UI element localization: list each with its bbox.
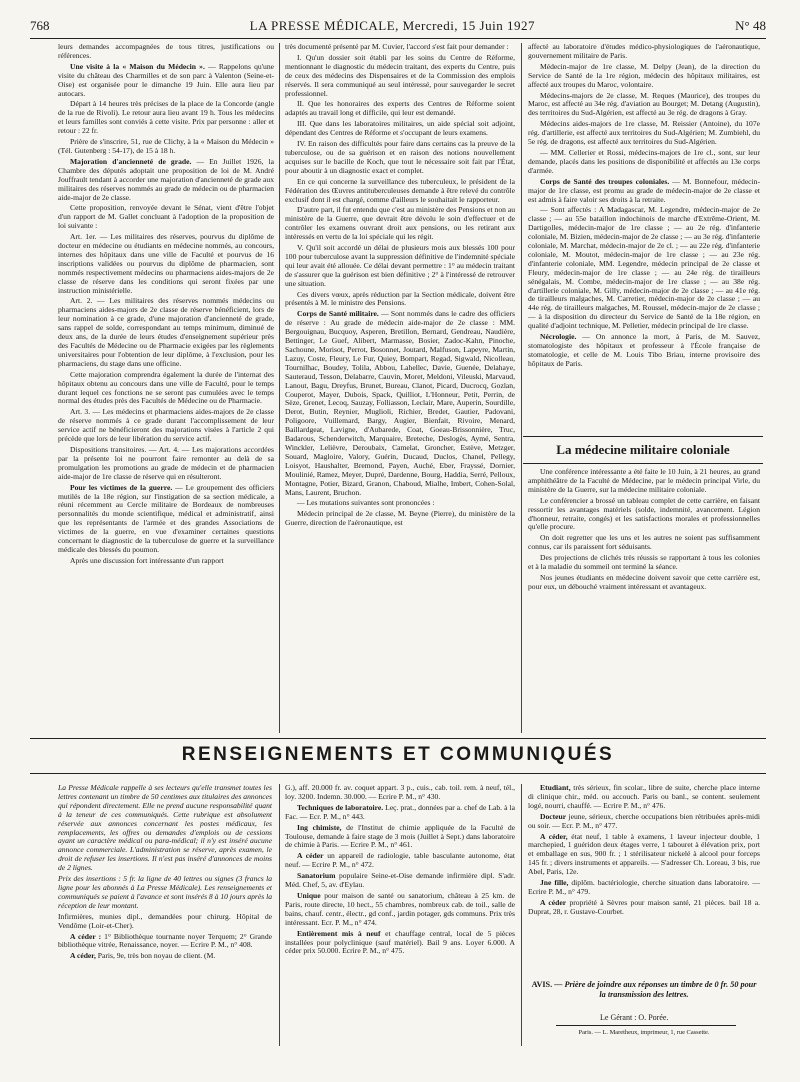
- paragraph: [528, 333, 760, 369]
- paragraph-text: Médecins-majors de 2e classe, M. Reques (Maurice), des troupes du Maroc, est affecté au 34e rég. d'aviation au Bourget; M. Detang (Augustin), des territoires du Sud-Algérien, est affecté au 3e rég. de dragons à Gray.: [528, 90, 760, 118]
- column-divider: [521, 784, 522, 1046]
- paragraph-heading: A céder :: [70, 931, 102, 941]
- imprint-rule: [556, 1025, 736, 1026]
- column-divider: [279, 784, 280, 1046]
- paragraph: [58, 952, 272, 961]
- paragraph: [285, 310, 515, 497]
- paragraph: [285, 824, 515, 851]
- column-2: [285, 43, 515, 733]
- paragraph-text: Infirmières, munies dipl., demandées pour chirurg. Hôpital de Vendôme (Loir-et-Cher).: [58, 911, 272, 930]
- paragraph: [528, 92, 760, 119]
- paragraph-heading: Docteur: [540, 811, 567, 821]
- paragraph: [528, 813, 760, 831]
- paragraph-text: Art. 2. — Les militaires des réserves nommés médecins ou pharmaciens aides-majors de 2e classe de réserve bénéficient, lors de leur nomination à ce grade, d'une majoration d'ancienneté de grade, sans rappel de solde, correspondant au temps minimum, diminué de deux ans, de la durée de leurs études d'enseignement supérieur près des Facultés de Médecine ou de Pharmacie exigées par les règlements universitaires pour l'obtention de leur diplôme, à l'exclusion, pour les pharmaciens, du stage dans une officine.: [58, 296, 274, 368]
- notice-text: Prix des insertions : 5 fr. la ligne de 40 lettres ou signes (3 francs la ligne pour les abonnés à La Presse Médicale). Les renseignements et communiqués se paient à l'avance et sont insérés 8 à 10 jours après la réception de leur montant.: [58, 874, 272, 910]
- paragraph-text: Dispositions transitoires. — Art. 4. — Les majorations accordées par la présente loi ne pourront faire remonter au delà de sa promulgation les promotions au grade de médecin et de pharmacien aide-major de 1re classe de réserve qui en résulteront.: [58, 444, 274, 481]
- paragraph-text: — M. Bonnefour, médecin-major de 1re classe, est promu au grade de médecin-major de 2e classe et est admis à faire valoir ses droits à la retraite.: [528, 176, 760, 204]
- avis-notice: [528, 980, 760, 999]
- classifieds-column-3: [528, 784, 760, 976]
- paragraph-heading: Etudiant,: [540, 784, 571, 792]
- section-rule-bottom: [30, 773, 766, 774]
- paragraph: [285, 852, 515, 870]
- issue-number: N° 48: [735, 18, 766, 33]
- paragraph-heading: Corps de Santé militaire.: [297, 309, 379, 319]
- paragraph-text: très sérieux, fin scolar., libre de suite, cherche place interne di clinique chir., méd. ou accouch. Paris ou banl., se content. seulement logé, nourri, chauffé. — Ecrire P. M., n° 476.: [528, 784, 760, 810]
- paragraph: [528, 497, 760, 533]
- paragraph: [285, 43, 515, 52]
- paragraph-text: — Le groupement des officiers mutilés de la 18e région, sur l'instigation de sa section médicale, a réuni récemment au Cercle militaire de Bordeaux de nombreuses personnalités du monde scientifique, médical et administratif, ainsi que les représentants de l'armée et des grandes Associations de victimes de la guerre, en vue d'examiner certaines questions concernant le diagnostic de la tuberculose de guerre et la surveillance médicale des blessés du poumon.: [58, 482, 274, 554]
- paragraph: [58, 784, 272, 873]
- page-number: 768: [30, 18, 50, 33]
- paragraph-heading: A céder,: [70, 951, 96, 961]
- page-title: LA PRESSE MÉDICALE, Mercredi, 15 Juin 1927: [249, 18, 535, 33]
- paragraph: [528, 120, 760, 147]
- paragraph-text: de l'Institut de chimie appliquée de la Faculté de Toulouse, demande à faire stage de 3 mois (Juillet à Sept.) dans laboratoire de chimie à Paris. — Ecrire P. M., n° 461.: [285, 822, 515, 850]
- classifieds-column-2: [285, 784, 515, 1046]
- paragraph-text: V. Qu'il soit accordé un délai de plusieurs mois aux blessés 100 pour 100 pour tuberculose avant la suppression définitive de l'indemnité spéciale qui leur avait été allouée. Ce délai devant permettre : 1° au médecin traitant de s'assurer que la guérison est bien définitive ; 2° à l'intéressé de retrouver une situation.: [285, 243, 515, 288]
- paragraph-text: Médecin-major de 1re classe, M. Delpy (Jean), de la direction du Service de Santé de la 1re région, médecin des hôpitaux militaires, est affecté aux troupes du Maroc, volontaire.: [528, 61, 760, 89]
- paragraph: [58, 158, 274, 203]
- paragraph: [58, 297, 274, 368]
- paragraph-text: propriété à Sèvres pour maison santé, 21 pièces. bail 18 a. Duprat, 28, r. Gustave-Courbet.: [528, 897, 760, 916]
- paragraph-text: — Les mutations suivantes sont prononcées :: [297, 498, 435, 508]
- paragraph: [58, 204, 274, 231]
- paragraph: [58, 43, 274, 61]
- paragraph: [528, 43, 760, 61]
- paragraph: [58, 913, 272, 931]
- paragraph-text: — Sont nommés dans le cadre des officiers de réserve : Au grade de médecin aide-major de 2e classe : MM. Bergouignau, Bucquoy, Asperen, Bretillon, Bernard, Gendreau, Naudière, Bettinger, Le Guef, Alibert, Marmasse, Bosier, Zadoc-Kahn, Pinoche, Sachoune, Morisot, Perrot, Bosonnet, Joutard, Malfuson, Lapeyre, Martin, Lazuy, Coste, Fleury, Le Fur, Quiey, Bompart, Regad, Sigwald, Nicolleau, Tournilhac, Boudey, Tolila, Abbou, Lahellec, Davie, Guenée, Delahaye, Sauteraud, Tesson, Delabarre, Cauvin, Moret, Meldoni, Vileuski, Marvaud, Lanout, Bagu, Dreyfus, Brunet, Bureau, Clanot, Picard, Ducrocq, Gozlan, Couperot, Mayer, Dubois, Spack, Quilliot, L'Honneur, Petit, Perrin, de Sèze, Grenet, Lecoq, Sauzay, Folliasson, Leclair, Mare, Auperin, Sourdille, Derot, Butin, Reynier, Muglioli, Richier, Bredet, Gautier, Padovani, Poligoore, Vuillemard, Bargy, Augier, Bienfait, Rivoire, Menard, Baillardgeat, Lavigne, d'Aubarede, Coat, Goeau-Brissonnière, Truc, Badarous, Schenderwitch, Marquaire, Breteche, Deslogès, Aymé, Sentra, Winckler, Lelièvre, Deroubaix, Camelat, Groncher, Estève, Metzger, Souard, Magloire, Valory, Guérin, Ducaud, Duclos, Chanel, Pellegy, Loisyot, Haushalter, Bremond, Payen, Auché, Eber, Frayssé, Dornier, Moulinié, Ramez, Meyer, Dupré, Dardenne, Bourg, Haddia, Serré, Pelloux, Montagne, Potier, Bizard, Granon, Chaboud, Mialhe, Imbert, Cohen-Solal, Mans, Laurent, Bruchon.: [285, 309, 515, 497]
- paragraph: [58, 371, 274, 407]
- paragraph-text: IV. En raison des difficultés pour faire dans certains cas la preuve de la tuberculose, ou de sa guérison et en raison des notions nouvellement acquises sur le bacille de Koch, que tout le nécessaire soit fait par l'État, pour aboutir à un diagnostic exact et complet.: [285, 139, 515, 175]
- paragraph-text: — On annonce la mort, à Paris, de M. Sauvez, stomatologiste des hôpitaux et professeur à l'École française de stomatologie, et celle de M. Louis Tibo Briau, interne provisoire des hôpitaux de Paris.: [528, 332, 760, 368]
- column-divider: [279, 43, 280, 733]
- paragraph-text: Médecins aides-majors de 1re classe, M. Reissier (Antoine), du 107e rég. d'artillerie, est affecté aux territoires du Sud-Algérien; M. Zumbiehl, du 5e rég. de dragons, est affecté aux territoires du Sud-Algérien.: [528, 119, 760, 147]
- paragraph-text: Des projections de clichés très réussis se rapportant à tous les colonies et à la maladie du sommeil ont terminé la séance.: [528, 553, 760, 572]
- paragraph-heading: Techniques de laboratoire.: [297, 802, 384, 812]
- paragraph-text: très documenté présenté par M. Cuvier, l'accord s'est fait pour demander :: [285, 43, 509, 51]
- paragraph: [58, 933, 272, 951]
- paragraph-text: affecté au laboratoire d'études médico-physiologiques de l'aéronautique, gouvernement militaire de Paris.: [528, 43, 760, 60]
- paragraph: [528, 574, 760, 592]
- paragraph: [58, 557, 274, 566]
- paragraph-text: Leç. prat., données par a. chef de Lab. à la Fac. — Ecr. P. M., n° 443.: [285, 802, 515, 821]
- paragraph-text: Une conférence intéressante a été faite le 10 Juin, à 21 heures, au grand amphithéâtre de la Faculté de Médecine, par le médecin principal Virle, du ministère de la Guerre, sur la médecine militaire coloniale.: [528, 468, 760, 494]
- classifieds-column-1: [58, 784, 272, 1046]
- paragraph: [58, 233, 274, 295]
- paragraph-text: I. Qu'un dossier soit établi par les soins du Centre de Réforme, mentionnant le diagnostic du médecin traitant, des experts du Centre, puis de ceux des médecins des Dispensaires et de la Commission des emplois réservés. Il sera communiqué au seul intéressé, pour sauvegarder le secret professionnel.: [285, 52, 515, 98]
- paragraph: [528, 63, 760, 90]
- column-3: [528, 43, 760, 433]
- paragraph-text: Médecin principal de 2e classe, M. Beyne (Pierre), du ministère de la Guerre, direction de l'aéronautique, est: [285, 509, 515, 528]
- paragraph-heading: Nécrologie.: [540, 332, 577, 342]
- printer-imprint: Paris. — L. Maretheux, imprimeur, 1, rue Cassette.: [578, 1029, 710, 1036]
- column-3-colonial-article: [528, 468, 760, 730]
- paragraph: [285, 291, 515, 309]
- paragraph-text: II. Que les honoraires des experts des Centres de Réforme soient adaptés au travail long et difficile, qui leur est demandé.: [285, 99, 515, 118]
- paragraph-text: — Rappelons qu'une visite du château des Charmilles et de son parc à Valenton (Seine-et-Oise) est organisée pour le dimanche 19 Juin. Elle aura lieu par autocars.: [58, 61, 274, 98]
- paragraph-heading: Ing chimiste,: [297, 822, 342, 832]
- paragraph: [285, 892, 515, 928]
- paragraph: [285, 510, 515, 528]
- paragraph-text: Après une discussion fort intéressante d'un rapport: [70, 555, 224, 565]
- paragraph: [285, 499, 515, 508]
- paragraph-text: — MM. Cellerier et Rossi, médecins-majors de 1re cl., sont, sur leur demande, placés dans les positions de disponibilité et affectés au 13e corps d'armée.: [528, 147, 760, 175]
- paragraph-heading: Corps de Santé des troupes coloniales.: [540, 176, 670, 186]
- paragraph: [528, 534, 760, 552]
- paragraph: [285, 244, 515, 289]
- paragraph-text: Le conférencier a brossé un tableau complet de cette carrière, en faisant ressortir les avantages matériels (solde, indemnité, avancement. Légion d'honneur, retraite, congés) et les satisfactions morales et professionnelles qu'elle procure.: [528, 495, 760, 532]
- paragraph: [528, 468, 760, 495]
- paragraph: [528, 833, 760, 878]
- paragraph: [58, 100, 274, 136]
- avis-label: AVIS.: [531, 980, 553, 989]
- paragraph: [528, 206, 760, 331]
- page-header: [30, 18, 766, 36]
- paragraph-heading: Pour les victimes de la guerre.: [70, 482, 173, 492]
- section-rule-top: [30, 738, 766, 739]
- header-rule: [30, 38, 766, 39]
- column-divider: [521, 43, 522, 733]
- paragraph: [528, 899, 760, 917]
- paragraph: [285, 100, 515, 118]
- paragraph: [528, 178, 760, 205]
- paragraph-text: III. Que dans les laboratoires militaires, un aide spécial soit adjoint, dépendant des Centres de Réforme et s'occupant de leurs examens.: [285, 119, 515, 138]
- notice-text: La Presse Médicale rappelle à ses lecteurs qu'elle transmet toutes les lettres contenant un timbre de 50 centimes aux titulaires des annonces qui répondent directement. Elle ne prend aucune responsabilité quant à la teneur de ces communiqués. Cette rubrique est absolument réservée aux annonces concernant les postes médicaux, les remplacements, les offres ou demandes d'emplois ou de cessions ayant un caractère médical ou para-médical; il n'y est inséré aucune annonce commerciale. L'administration se réserve, après examen, le droit de refuser les insertions. Il n'est pas inséré d'annonces de moins de 2 lignes.: [58, 784, 272, 873]
- paragraph-text: Départ à 14 heures très précises de la place de la Concorde (angle de la rue de Rivoli). Le retour aura lieu avant 19 h. Tous les médecins et leurs familles sont conviés à cette visite. Prix par personne : aller et retour : 22 fr.: [58, 99, 274, 136]
- section-heading-colonial-medicine: La médecine militaire coloniale: [523, 436, 763, 464]
- paragraph-text: Nos jeunes étudiants en médecine doivent savoir que cette carrière est, pour eux, un débouché vraiment intéressant et avantageux.: [528, 572, 760, 591]
- paragraph-text: — Sont affectés : A Madagascar, M. Legendre, médecin-major de 2e classe ; — au 55e bataillon indochinois de marche d'Extrême-Orient, M. Dartigolles, médecin-major de 1re classe ; — au 2e rég. d'infanterie coloniale, M. Bizien, médecin-major de 2e classe ; — au 3e rég. d'infanterie coloniale, M. Marchat, médecin-major de 2e cl. ; — au 22e rég. d'infanterie coloniale, M. Moutot, médecin-major de 1re classe ; — au 23e rég. d'infanterie coloniale, MM. Legendre, médecin principal de 2e classe et Fleury, médecin-major de 1re classe ; — au 24e rég. de tirailleurs sénégalais, M. Combe, médecin-major de 1re classe ; — au 38e rég. d'artillerie coloniale, M. Gilly, médecin-major de 2e classe ; — au 41e rég. de tirailleurs malgaches, M. Carretier, médecin-major de 2e classe ; — au 44e rég. de tirailleurs malgaches, M. Roussel, médecin-major de 2e classe ; — à la disposition du directeur du Service de Santé de la 18e région, en qualité d'adjoint technique, M. Pelletier, médecin principal de 1re classe.: [528, 205, 760, 331]
- paragraph-heading: Entièrement mis à neuf: [297, 928, 381, 938]
- paragraph: [58, 408, 274, 444]
- renseignements-title: RENSEIGNEMENTS ET COMMUNIQUÉS: [181, 744, 615, 765]
- paragraph-heading: Une visite à la « Maison du Médecin ».: [70, 61, 205, 71]
- paragraph: [58, 138, 274, 156]
- paragraph-text: populaire Seine-et-Oise demande infirmière dipl. S'adr. Méd. Chef, 5, av. d'Eylau.: [285, 871, 515, 890]
- paragraph: [58, 63, 274, 99]
- paragraph-heading: Jne fille,: [540, 878, 569, 888]
- paragraph-text: En ce qui concerne la surveillance des tuberculeux, le président de la Fédération des Œuvres antituberculeuses demande à être relevé du contrôle exclusif dont il est chargé, comme d'ailleurs le souhaitait le rapporteur.: [285, 176, 515, 204]
- paragraph-text: Cette proposition, renvoyée devant le Sénat, vient d'être l'objet d'un rapport de M. Gallet concluant à l'adoption de la proposition de loi suivante :: [58, 203, 274, 231]
- paragraph-text: Paris, 9e, très bon noyau de client. (M.: [95, 951, 216, 961]
- paragraph-text: leurs demandes accompagnées de tous titres, justifications ou références.: [58, 43, 274, 60]
- paragraph-text: jeune, sérieux, cherche occupations bien rétribuées après-midi ou soir. — Ecr. P. M., n° 477.: [528, 811, 760, 830]
- paragraph: [285, 872, 515, 890]
- paragraph-heading: Unique: [297, 890, 321, 900]
- paragraph: [528, 554, 760, 572]
- paragraph: [528, 149, 760, 176]
- paragraph: [528, 879, 760, 897]
- paragraph: [285, 178, 515, 205]
- paragraph-text: G.), aff. 20.000 fr. av. coquet appart. 3 p., cuis., cab. toil. rem. à neuf, tél., loy. 3200. Indemn. 30.000. — Ecrire P. M., n° 430.: [285, 784, 515, 801]
- paragraph-text: et chauffage central, local de 5 pièces installées pour polyclinique (sauf matériel). Bail 9 ans. Loyer 6.000. A céder prix 50.000. Ecrire P. M., n° 475.: [285, 928, 515, 956]
- paragraph-heading: A céder,: [540, 831, 568, 841]
- gerant-signature: Le Gérant : O. Porée.: [600, 1013, 669, 1022]
- paragraph-text: Ces divers vœux, après réduction par la Section médicale, doivent être présentés à M. le ministre des Pensions.: [285, 289, 515, 308]
- paragraph-text: Art. 3. — Les médecins et pharmaciens aides-majors de 2e classe de réserve nommés à ce grade durant l'accomplissement de leur service actif ne bénéficieront des majorations visées à l'article 2 qui précède que lors de leur libération du service actif.: [58, 407, 274, 444]
- paragraph-heading: Majoration d'ancienneté de grade.: [70, 156, 192, 166]
- paragraph: [528, 784, 760, 811]
- paragraph-heading: A céder: [297, 851, 324, 861]
- paragraph: [285, 120, 515, 138]
- paragraph-text: diplôm. bactériologie, cherche situation dans laboratoire. — Ecrire P. M., n° 479.: [528, 878, 760, 896]
- paragraph-text: pour maison de santé ou sanatorium, château à 25 km. de Paris, route directe, 10 hect., 55 chambres, nombreux cab. de toil., salle de bains, chauf. centr., électr., gd conf., jardin potager, gds communs. Prix très intéressant. Ecr. P. M., n° 474.: [285, 890, 515, 927]
- paragraph: [285, 804, 515, 822]
- paragraph-text: Cette majoration comprendra également la durée de l'internat des hôpitaux obtenu au concours dans une ville de Faculté, pour le temps durant lequel ces fonctions ne se seront pas cumulées avec le temps normal des études près des Facultés de Médecine ou de Pharmacie.: [58, 369, 274, 406]
- paragraph-text: 1° Bibliothèque tournante noyer Terquem; 2° Grande bibliothèque vitrée, Renaissance, noyer. — Ecrire P. M., n° 408.: [58, 931, 272, 950]
- paragraph: [285, 206, 515, 242]
- paragraph-heading: A céder: [540, 897, 567, 907]
- paragraph: [285, 930, 515, 957]
- paragraph-text: D'autre part, il fut entendu que c'est au ministère des Pensions et non au ministère de la Guerre, que devrait être dévolu le soin d'effectuer et de contrôler les examens ouvrant droit aux pensions, ou les retirant aux intéressés en vertu de la loi spéciale qui les régit.: [285, 205, 515, 242]
- paragraph: [58, 875, 272, 911]
- paragraph: [285, 784, 515, 802]
- paragraph-heading: Sanatorium: [297, 871, 336, 881]
- paragraph-text: On doit regretter que les uns et les autres ne soient pas suffisamment connus, car ils paraissent fort séduisants.: [528, 533, 760, 552]
- paragraph: [58, 484, 274, 555]
- paragraph: [58, 446, 274, 482]
- paragraph-text: — En Juillet 1926, la Chambre des députés adoptait une proposition de loi de M. André Jouffrault tendant à accorder une majoration d'ancienneté de grade aux militaires des réserves nommés au grade de médecin ou de pharmacien aide-major de 2e classe.: [58, 156, 274, 202]
- paragraph-text: un appareil de radiologie, table basculante autonome, état neuf. — Ecrire P. M., n° 472.: [285, 851, 515, 870]
- column-1: [58, 43, 274, 733]
- avis-text: — Prière de joindre aux réponses un timbre de 0 fr. 50 pour la transmission des lettres.: [552, 980, 757, 999]
- paragraph-text: Prière de s'inscrire, 51, rue de Clichy, à la « Maison du Médecin » (Tél. Gutenberg : 54-17), de 15 à 18 h.: [58, 137, 274, 155]
- paragraph-text: Art. 1er. — Les militaires des réserves, pourvus du diplôme de docteur en médecine ou étudiants en médecine nommés, au concours, internes des hôpitaux dans une ville de Faculté et pourvus de 16 inscriptions validées ou pourvus du diplôme de pharmacien, sont nommés respectivement médecins ou pharmaciens aides-majors de 2e classe de réserve dans les conditions qui seront fixées par une instruction ministérielle.: [58, 232, 274, 295]
- paragraph-text: état neuf, 1 table à examens, 1 laveur injecteur double, 1 marchepied, 1 guéridon deux étages verre, 1 tabouret à élévation prix, port et emballage en sus, 900 fr. ; 1 stérilisateur nickelé à alcool pour forceps 145 fr. ; divers instruments et appareils. — S'adresser Ch. Loreau, 3 bis, rue Abel, Paris, 12e.: [528, 831, 760, 877]
- paragraph: [285, 140, 515, 176]
- paragraph: [285, 54, 515, 99]
